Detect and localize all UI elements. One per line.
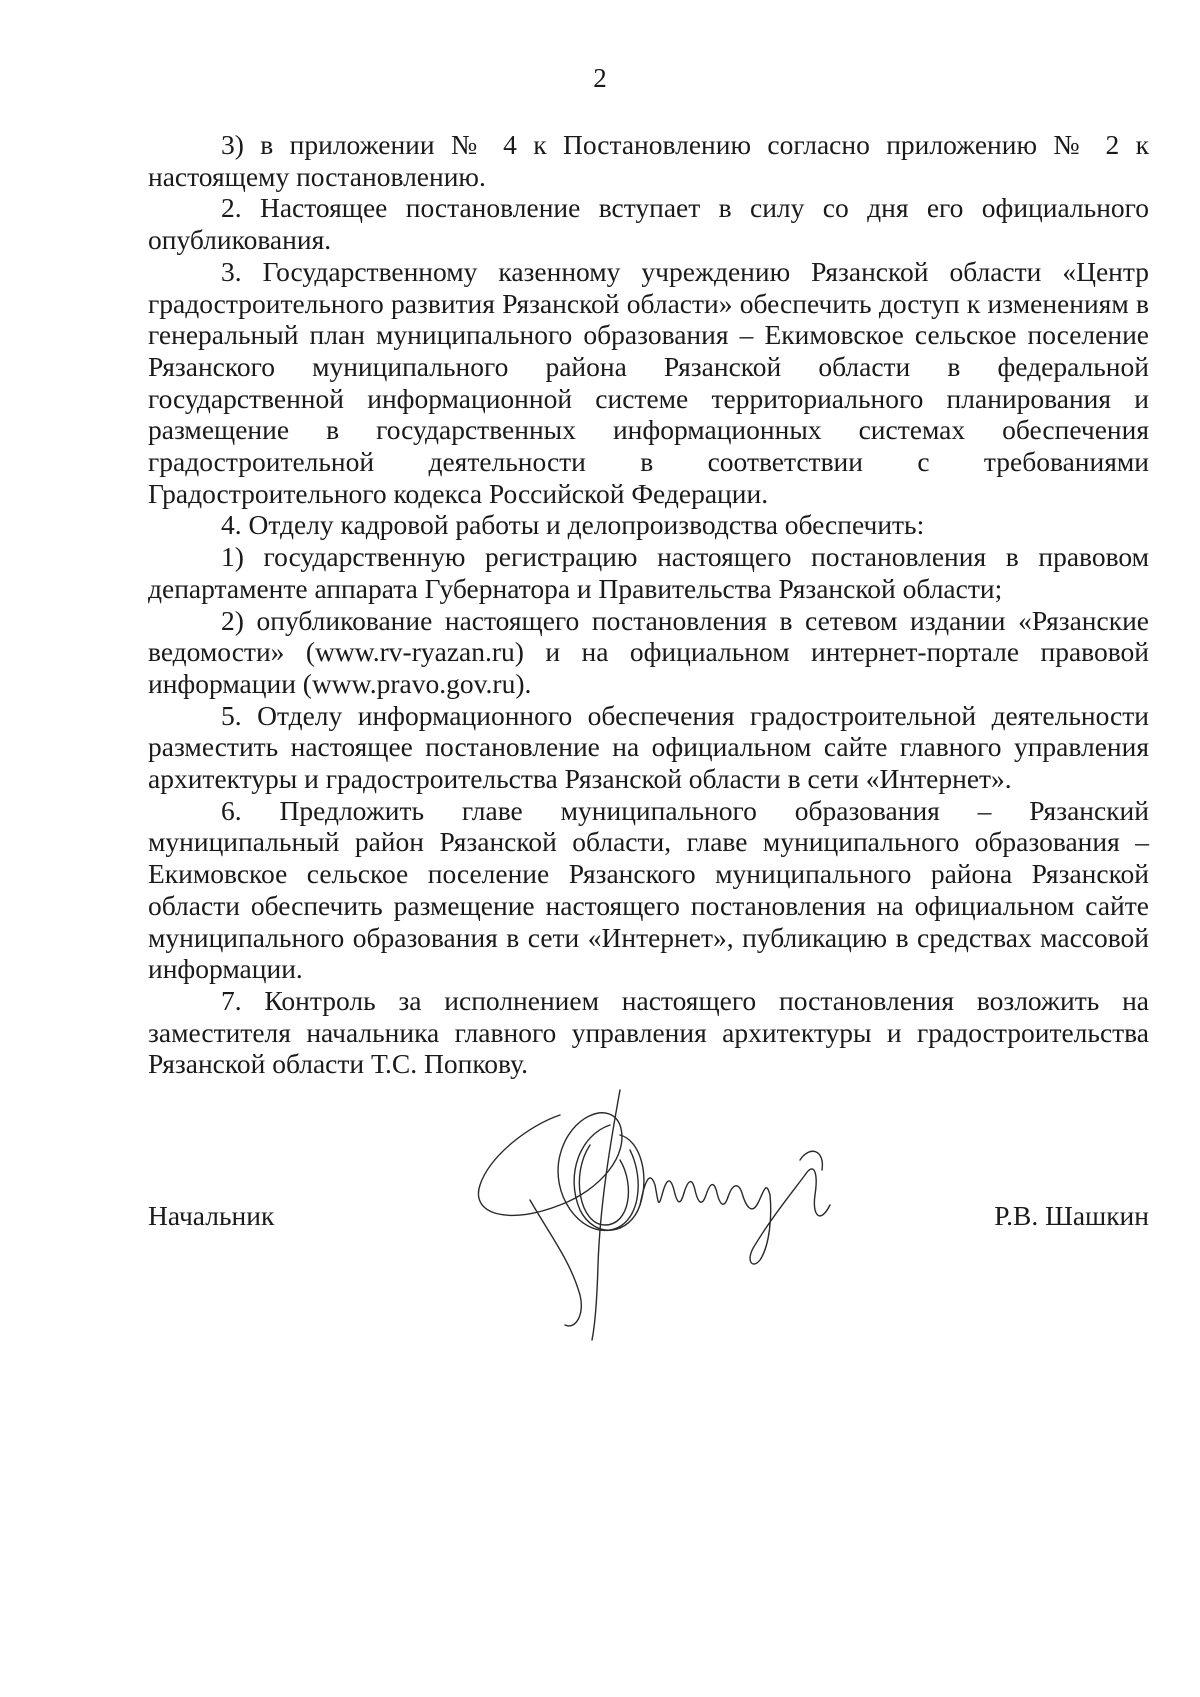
paragraph-7-control: 7. Контроль за исполнением настоящего постановления возложить на заместителя начальника главного управления архитектуры и градостроительства Рязанской области Т.С. Попкову. <box>148 984 1149 1080</box>
document-body <box>148 129 1149 1080</box>
page-number: 2 <box>593 63 607 93</box>
paragraph-4-1-registration: 1) государственную регистрацию настоящего постановления в правовом департаменте аппарата Губернатора и Правительства Рязанской области; <box>148 541 1149 604</box>
paragraph-4-hr-department: 4. Отделу кадровой работы и делопроизводства обеспечить: <box>221 509 925 541</box>
signatory-name: Р.В. Шашкин <box>994 1200 1149 1231</box>
paragraph-2-entry-into-force: 2. Настоящее постановление вступает в силу со дня его официального опубликования. <box>148 192 1149 256</box>
signatory-title: Начальник <box>148 1200 275 1231</box>
paragraph-6-municipal: 6. Предложить главе муниципального образования – Рязанский муниципальный район Рязанской области, главе муниципального образования – Екимовское сельское поселение Рязанского муниципального района Рязанской области обеспечить размещение настоящего постановления на официальном сайте муниципального образования в сети «Интернет», публикацию в средствах массовой информации. <box>148 794 1149 985</box>
paragraph-3-access: 3. Государственному казенному учреждению Рязанской области «Центр градостроительного развития Рязанской области» обеспечить доступ к изменениям в генеральный план муниципального образования – Екимовское сельское поселение Рязанского муниципального района Рязанской области в федеральной государственной информационной системе территориального планирования и размещение в государственных информационных системах обеспечения градостроительной деятельности в соответствии с требованиями Градостроительного кодекса Российской Федерации. <box>148 255 1149 509</box>
signature-block <box>148 1200 1149 1250</box>
paragraph-5-website: 5. Отделу информационного обеспечения градостроительной деятельности разместить настоящее постановление на официальном сайте главного управления архитектуры и градостроительства Рязанской области в сети «Интернет». <box>148 699 1149 795</box>
paragraph-item-3-annex: 3) в приложении № 4 к Постановлению согласно приложению № 2 к настоящему постановлению. <box>148 129 1149 192</box>
paragraph-4-2-publication: 2) опубликование настоящего постановления в сетевом издании «Рязанские ведомости» (www.rv-ryazan.ru) и на официальном интернет-портале правовой информации (www.pravo.gov.ru). <box>148 604 1149 699</box>
